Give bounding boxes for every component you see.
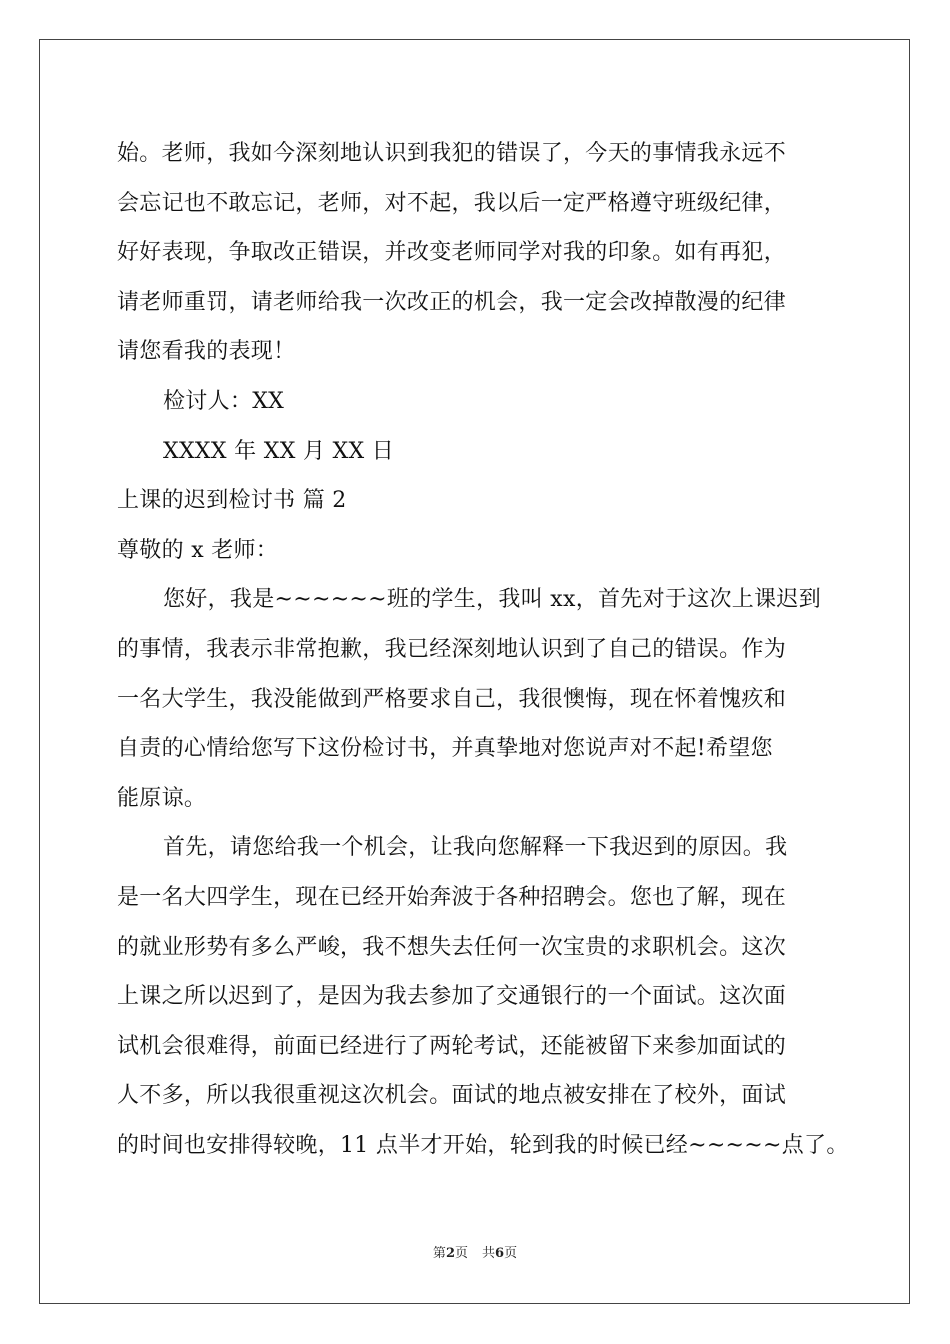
salutation: 尊敬的 x 老师： bbox=[117, 537, 279, 563]
text-line: 会忘记也不敢忘记，老师，对不起，我以后一定严格遵守班级纪律， bbox=[117, 190, 787, 216]
text-line: 好好表现，争取改正错误，并改变老师同学对我的印象。如有再犯， bbox=[117, 240, 787, 266]
total-label-suffix: 页 bbox=[504, 1246, 518, 1261]
text-line: 请老师重罚，请老师给我一次改正的机会，我一定会改掉散漫的纪律 bbox=[117, 289, 787, 315]
section-heading: 上课的迟到检讨书 篇 2 bbox=[117, 488, 347, 514]
text-line: 您好，我是~~~~~~班的学生，我叫 xx，首先对于这次上课迟到 bbox=[163, 587, 822, 613]
page-label-prefix: 第 bbox=[432, 1246, 446, 1261]
text-line: 自责的心情给您写下这份检讨书，并真挚地对您说声对不起!希望您 bbox=[117, 736, 773, 762]
text-line: 能原谅。 bbox=[117, 785, 207, 811]
text-line: 首先，请您给我一个机会，让我向您解释一下我迟到的原因。我 bbox=[163, 835, 788, 861]
signer-line: 检讨人：XX bbox=[163, 388, 285, 414]
page-footer bbox=[0, 1245, 950, 1263]
total-pages: 6 bbox=[495, 1246, 505, 1261]
text-line: 的时间也安排得较晚，11 点半才开始，轮到我的时候已经~~~~~点了。 bbox=[117, 1132, 849, 1158]
text-line: 请您看我的表现！ bbox=[117, 339, 296, 365]
page-number: 2 bbox=[445, 1246, 455, 1261]
text-line: 试机会很难得，前面已经进行了两轮考试，还能被留下来参加面试的 bbox=[117, 1033, 787, 1059]
text-line: 人不多，所以我很重视这次机会。面试的地点被安排在了校外，面试 bbox=[117, 1083, 787, 1109]
text-line: 的事情，我表示非常抱歉，我已经深刻地认识到了自己的错误。作为 bbox=[117, 636, 787, 662]
text-line: 的就业形势有多么严峻，我不想失去任何一次宝贵的求职机会。这次 bbox=[117, 934, 787, 960]
text-line: 是一名大四学生，现在已经开始奔波于各种招聘会。您也了解，现在 bbox=[117, 884, 787, 910]
document-body bbox=[117, 129, 847, 1170]
date-line: XXXX 年 XX 月 XX 日 bbox=[163, 438, 395, 464]
page-label-suffix: 页 bbox=[454, 1246, 468, 1261]
text-line: 上课之所以迟到了，是因为我去参加了交通银行的一个面试。这次面 bbox=[117, 984, 787, 1010]
text-line: 始。老师，我如今深刻地认识到我犯的错误了，今天的事情我永远不 bbox=[117, 141, 787, 166]
text-line: 一名大学生，我没能做到严格要求自己，我很懊悔，现在怀着愧疚和 bbox=[117, 686, 787, 712]
total-label-prefix: 共 bbox=[482, 1246, 496, 1261]
